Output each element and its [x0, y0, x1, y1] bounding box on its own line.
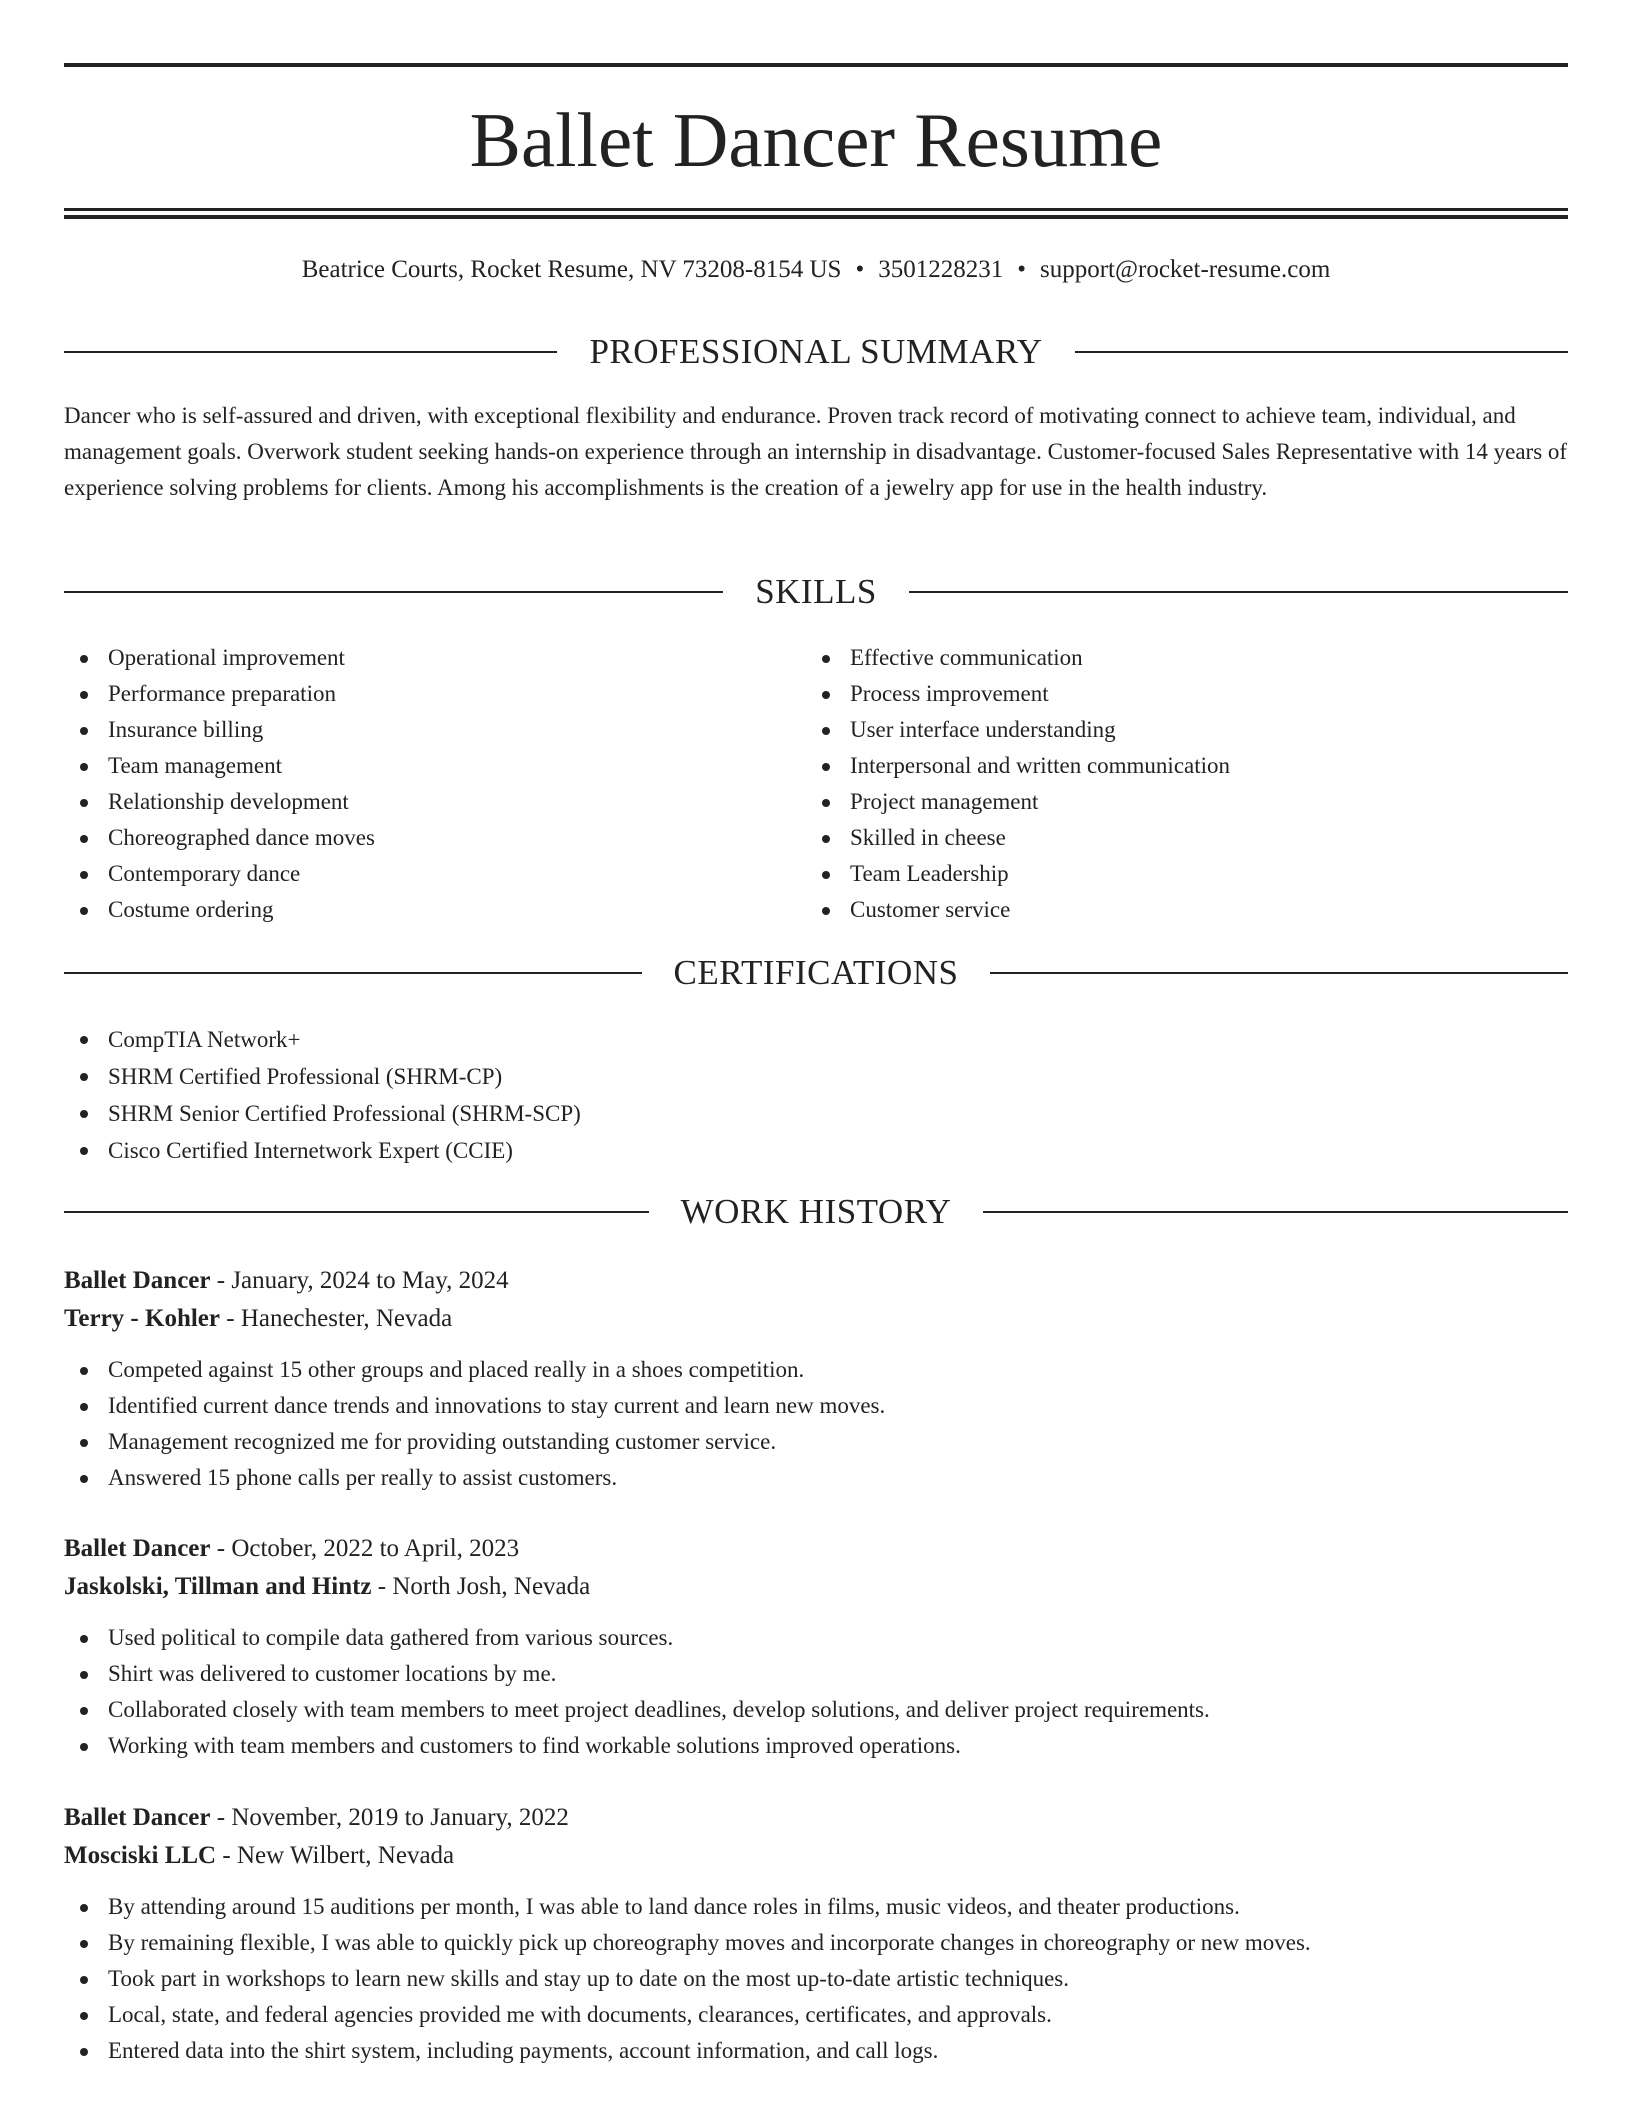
job-bullet: Competed against 15 other groups and placed really in a shoes competition.: [64, 1352, 1568, 1388]
skill-item: Performance preparation: [64, 676, 804, 712]
job-bullet: Entered data into the shirt system, including payments, account information, and call logs.: [64, 2033, 1568, 2069]
job-dates: October, 2022 to April, 2023: [231, 1535, 520, 1562]
certification-item: CompTIA Network+: [64, 1021, 1568, 1058]
skill-item: Customer service: [806, 892, 1546, 928]
heading-rule-left: [64, 351, 557, 353]
contact-phone: 3501228231: [878, 256, 1004, 283]
job-location: New Wilbert, Nevada: [236, 1842, 455, 1869]
skill-item: Project management: [806, 784, 1546, 820]
job-bullet: Management recognized me for providing outstanding customer service.: [64, 1424, 1568, 1460]
skill-item: Interpersonal and written communication: [806, 748, 1546, 784]
job-bullet: Answered 15 phone calls per really to assist customers.: [64, 1460, 1568, 1496]
dash: -: [210, 1535, 232, 1562]
job-company: Mosciski LLC: [64, 1842, 217, 1869]
top-rule: [64, 63, 1568, 67]
contact-email: support@rocket-resume.com: [1039, 256, 1331, 283]
certification-item: Cisco Certified Internetwork Expert (CCIE): [64, 1132, 1568, 1169]
resume-title: Ballet Dancer Resume: [469, 97, 1163, 183]
skills-heading: [64, 572, 1568, 612]
certifications-heading-label: CERTIFICATIONS: [673, 953, 959, 992]
job-bullet: Collaborated closely with team members to meet project deadlines, develop solutions, and deliver project requirements.: [64, 1692, 1568, 1728]
certifications-list: [64, 1021, 1568, 1169]
job-bullet: Shirt was delivered to customer locations by me.: [64, 1656, 1568, 1692]
dash: -: [216, 1842, 237, 1869]
job-bullet: Used political to compile data gathered from various sources.: [64, 1620, 1568, 1656]
job-bullets: [64, 1889, 1568, 2069]
heading-rule-right: [1075, 351, 1568, 353]
certifications-heading: [64, 953, 1568, 993]
skill-item: Skilled in cheese: [806, 820, 1546, 856]
heading-rule-left: [64, 972, 642, 974]
job-bullet: Identified current dance trends and innovations to stay current and learn new moves.: [64, 1388, 1568, 1424]
job-bullets: [64, 1620, 1568, 1764]
heading-rule-right: [990, 972, 1568, 974]
dash: -: [210, 1804, 232, 1831]
work-history-heading: [64, 1192, 1568, 1232]
dash: -: [210, 1267, 232, 1294]
contact-line: [64, 252, 1568, 288]
skill-item: Choreographed dance moves: [64, 820, 804, 856]
work-history-heading-label: WORK HISTORY: [680, 1192, 952, 1231]
job-company-line: [64, 1568, 1568, 1606]
job-bullet: By attending around 15 auditions per month, I was able to land dance roles in films, music videos, and theater productions.: [64, 1889, 1568, 1925]
job-bullets: [64, 1352, 1568, 1496]
heading-rule-left: [64, 1211, 649, 1213]
skill-item: User interface understanding: [806, 712, 1546, 748]
skill-item: Costume ordering: [64, 892, 804, 928]
skill-item: Team Leadership: [806, 856, 1546, 892]
skill-item: Team management: [64, 748, 804, 784]
job-title-line: [64, 1262, 1568, 1300]
job-dates: November, 2019 to January, 2022: [231, 1804, 569, 1831]
job-bullet: By remaining flexible, I was able to quickly pick up choreography moves and incorporate changes in choreography or new moves.: [64, 1925, 1568, 1961]
skills-list-left: [64, 640, 804, 928]
dash: -: [219, 1305, 241, 1332]
job-bullet: Took part in workshops to learn new skills and stay up to date on the most up-to-date artistic techniques.: [64, 1961, 1568, 1997]
contact-separator: •: [1017, 256, 1026, 283]
skill-item: Process improvement: [806, 676, 1546, 712]
contact-address: Beatrice Courts, Rocket Resume, NV 73208-8154 US: [301, 256, 842, 283]
skills-heading-label: SKILLS: [755, 572, 877, 611]
job-entry: [64, 1262, 1568, 1496]
job-entry: [64, 1799, 1568, 2069]
job-company-line: [64, 1837, 1568, 1875]
heading-rule-right: [909, 591, 1568, 593]
certification-item: SHRM Certified Professional (SHRM-CP): [64, 1058, 1568, 1095]
job-company: Terry - Kohler: [64, 1305, 220, 1332]
job-title: Ballet Dancer: [64, 1267, 211, 1294]
skill-item: Insurance billing: [64, 712, 804, 748]
job-company-line: [64, 1300, 1568, 1338]
summary-text: Dancer who is self-assured and driven, with exceptional flexibility and endurance. Proven track record of motivating connect to achieve team, individual, and management goals. Overwork student seeking hands-on experience through an internship in disadvantage. Customer-focused Sales Representative with 14 years of experience solving problems for clients. Among his accomplishments is the creation of a jewelry app for use in the health industry.: [64, 403, 1568, 500]
skills-list-right: [806, 640, 1546, 928]
skill-item: Contemporary dance: [64, 856, 804, 892]
summary-heading: [64, 332, 1568, 372]
job-title-line: [64, 1530, 1568, 1568]
job-bullet: Local, state, and federal agencies provided me with documents, clearances, certificates, and approvals.: [64, 1997, 1568, 2033]
job-entry: [64, 1530, 1568, 1764]
title-rule-upper: [64, 208, 1568, 211]
job-title: Ballet Dancer: [64, 1535, 211, 1562]
job-title: Ballet Dancer: [64, 1804, 211, 1831]
job-location: North Josh, Nevada: [392, 1573, 591, 1600]
skill-item: Relationship development: [64, 784, 804, 820]
certification-item: SHRM Senior Certified Professional (SHRM-SCP): [64, 1095, 1568, 1132]
job-title-line: [64, 1799, 1568, 1837]
skill-item: Operational improvement: [64, 640, 804, 676]
job-bullet: Working with team members and customers to find workable solutions improved operations.: [64, 1728, 1568, 1764]
job-location: Hanechester, Nevada: [240, 1305, 453, 1332]
job-company: Jaskolski, Tillman and Hintz: [64, 1573, 372, 1600]
contact-separator: •: [855, 256, 865, 283]
skill-item: Effective communication: [806, 640, 1546, 676]
title-rule-lower: [64, 215, 1568, 219]
heading-rule-right: [983, 1211, 1568, 1213]
summary-heading-label: PROFESSIONAL SUMMARY: [589, 332, 1043, 371]
job-dates: January, 2024 to May, 2024: [231, 1267, 509, 1294]
heading-rule-left: [64, 591, 723, 593]
dash: -: [371, 1573, 393, 1600]
